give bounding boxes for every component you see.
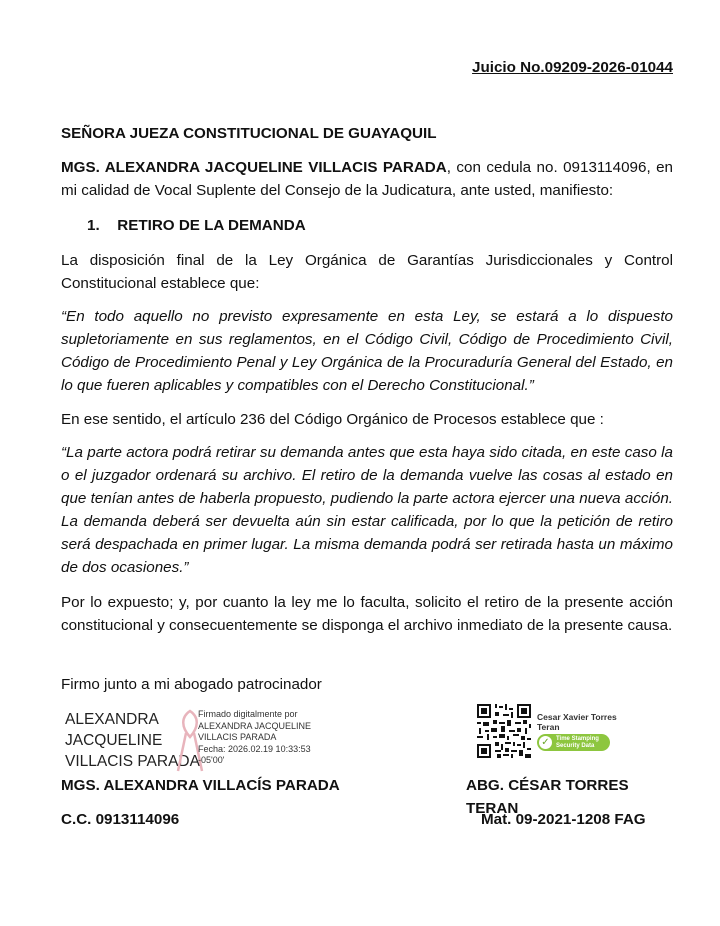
digital-signature-left [65,707,365,777]
section-number: 1. [87,217,100,234]
badge-line: Time Stamping [556,736,599,742]
badge-line: Security Data [556,743,595,749]
signature-name-line: JACQUELINE [65,732,163,749]
signature-meta-line: -05'00' [198,755,225,765]
intro-text: , con cedula no. 0913114096, en mi calidad de Vocal Suplente del Consejo de la Judicatura, ante usted, manifiesto: [61,159,674,199]
case-number: Juicio No.09209-2026-01044 [472,59,673,76]
paragraph-closing: Firmo junto a mi abogado patrocinador [61,676,322,693]
signature-metadata [198,709,311,767]
signature-meta-line: Firmado digitalmente por [198,709,298,719]
signature-meta-line: Fecha: 2026.02.19 10:33:53 [198,743,311,754]
quote-final-provision: “En todo aquello no previsto expresamente en esta Ley, se estará a lo dispuesto supletoriamente en sus reglamentos, en el Código Civil, Código de Procedimiento Civil, Código de Procedimiento Penal y Ley Orgánica de la Procuraduría General del Estado, en lo que fueren aplicables y compatibles con el Derecho Constitucional.” [61,308,673,394]
section-heading [87,214,306,237]
left-printed-name: MGS. ALEXANDRA VILLACÍS PARADA [61,777,340,794]
paragraph-request: Por lo expuesto; y, por cuanto la ley me lo faculta, solicito el retiro de la presente acción constitucional y consecuentemente se disponga el archivo inmediato de la presente causa. [61,594,673,634]
petitioner-name: MGS. ALEXANDRA JACQUELINE VILLACIS PARADA [61,159,447,176]
intro-paragraph [61,156,673,202]
paragraph-article-236: En ese sentido, el artículo 236 del Código Orgánico de Procesos establece que : [61,411,604,428]
left-id-number: C.C. 0913114096 [61,811,180,828]
signature-name-line: VILLACIS PARADA [65,753,200,770]
paragraph-legal-basis: La disposición final de la Ley Orgánica de Garantías Jurisdiccionales y Control Constitucional establece que: [61,252,673,292]
quote-article-236: “La parte actora podrá retirar su demanda antes que esta haya sido citada, en este caso la o el juzgador ordenará su archivo. El retiro de la demanda vuelve las cosas al estado en que tenían antes de haberla propuesto, pudiendo la parte actora ejercer una nueva acción. La demanda deberá ser devuelta aún sin estar calificada, por lo que la petición de retiro será despachada en primer lugar. La misma demanda podrá ser retirada hasta un máximo de dos ocasiones.” [61,444,673,576]
signature-meta-line: ALEXANDRA JACQUELINE [198,720,312,731]
addressee-heading: SEÑORA JUEZA CONSTITUCIONAL DE GUAYAQUIL [61,125,437,142]
right-printed-name: ABG. CÉSAR TORRES TERAN [466,777,629,817]
section-title: RETIRO DE LA DEMANDA [117,217,306,234]
signer-name: Cesar Xavier Torres Teran [537,712,617,732]
signature-meta-line: VILLACIS PARADA [198,732,277,742]
qr-code-icon [477,704,531,758]
right-registration-number: Mat. 09-2021-1208 FAG [481,811,646,828]
check-icon: ✓ [539,736,552,749]
badge-text [556,736,599,750]
digital-signature-right [477,704,677,764]
signature-name-line: ALEXANDRA [65,711,159,728]
time-stamp-badge [537,734,610,751]
